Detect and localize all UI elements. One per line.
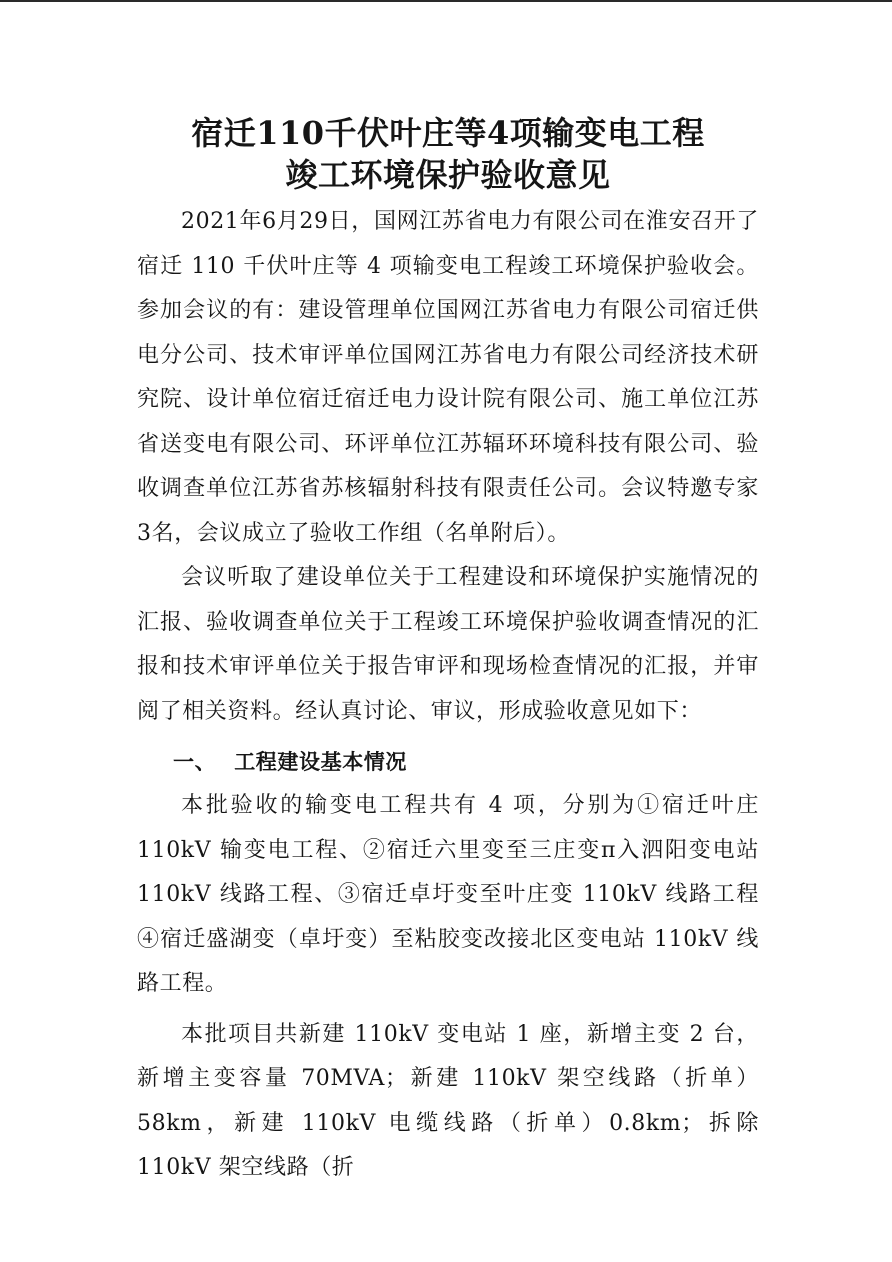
paragraph-project-scale: 本批项目共新建 110kV 变电站 1 座，新增主变 2 台，新增主变容量 70MVA；新建 110kV 架空线路（折单）58km，新建 110kV 电缆线路（折单）0.8km；拆除 110kV 架空线路（折	[137, 1021, 759, 1180]
paragraph-meeting-process: 会议听取了建设单位关于工程建设和环境保护实施情况的汇报、验收调查单位关于工程竣工环境保护验收调查情况的汇报和技术审评单位关于报告审评和现场检查情况的汇报，并审阅了相关资料。经认真讨论、审议，形成验收意见如下：	[137, 565, 759, 724]
section-label: 工程建设基本情况	[234, 750, 408, 774]
title-line-1: 宿迁110千伏叶庄等4项输变电工程	[191, 114, 705, 152]
section-heading-1	[137, 740, 759, 784]
title-line-2: 竣工环境保护验收意见	[285, 156, 611, 194]
paragraph-project-list: 本批验收的输变电工程共有 4 项，分别为①宿迁叶庄110kV 输变电工程、②宿迁六里变至三庄变π入泗阳变电站110kV 线路工程、③宿迁卓圩变至叶庄变 110kV 线路工程④宿迁盛湖变（卓圩变）至粘胶变改接北区变电站 110kV 线路工程。	[137, 793, 759, 996]
section-number: 一、	[173, 750, 217, 774]
document-page	[137, 112, 759, 1191]
paragraph-meeting-intro: 2021年6月29日，国网江苏省电力有限公司在淮安召开了宿迁 110 千伏叶庄等 4 项输变电工程竣工环境保护验收会。参加会议的有：建设管理单位国网江苏省电力有限公司宿迁供电分公司、技术审评单位国网江苏省电力有限公司经济技术研究院、设计单位宿迁宿迁电力设计院有限公司、施工单位江苏省送变电有限公司、环评单位江苏辐环环境科技有限公司、验收调查单位江苏省苏核辐射科技有限责任公司。会议特邀专家3名，会议成立了验收工作组（名单附后）。	[137, 209, 759, 546]
document-title	[137, 112, 759, 196]
top-border-line	[0, 0, 892, 2]
